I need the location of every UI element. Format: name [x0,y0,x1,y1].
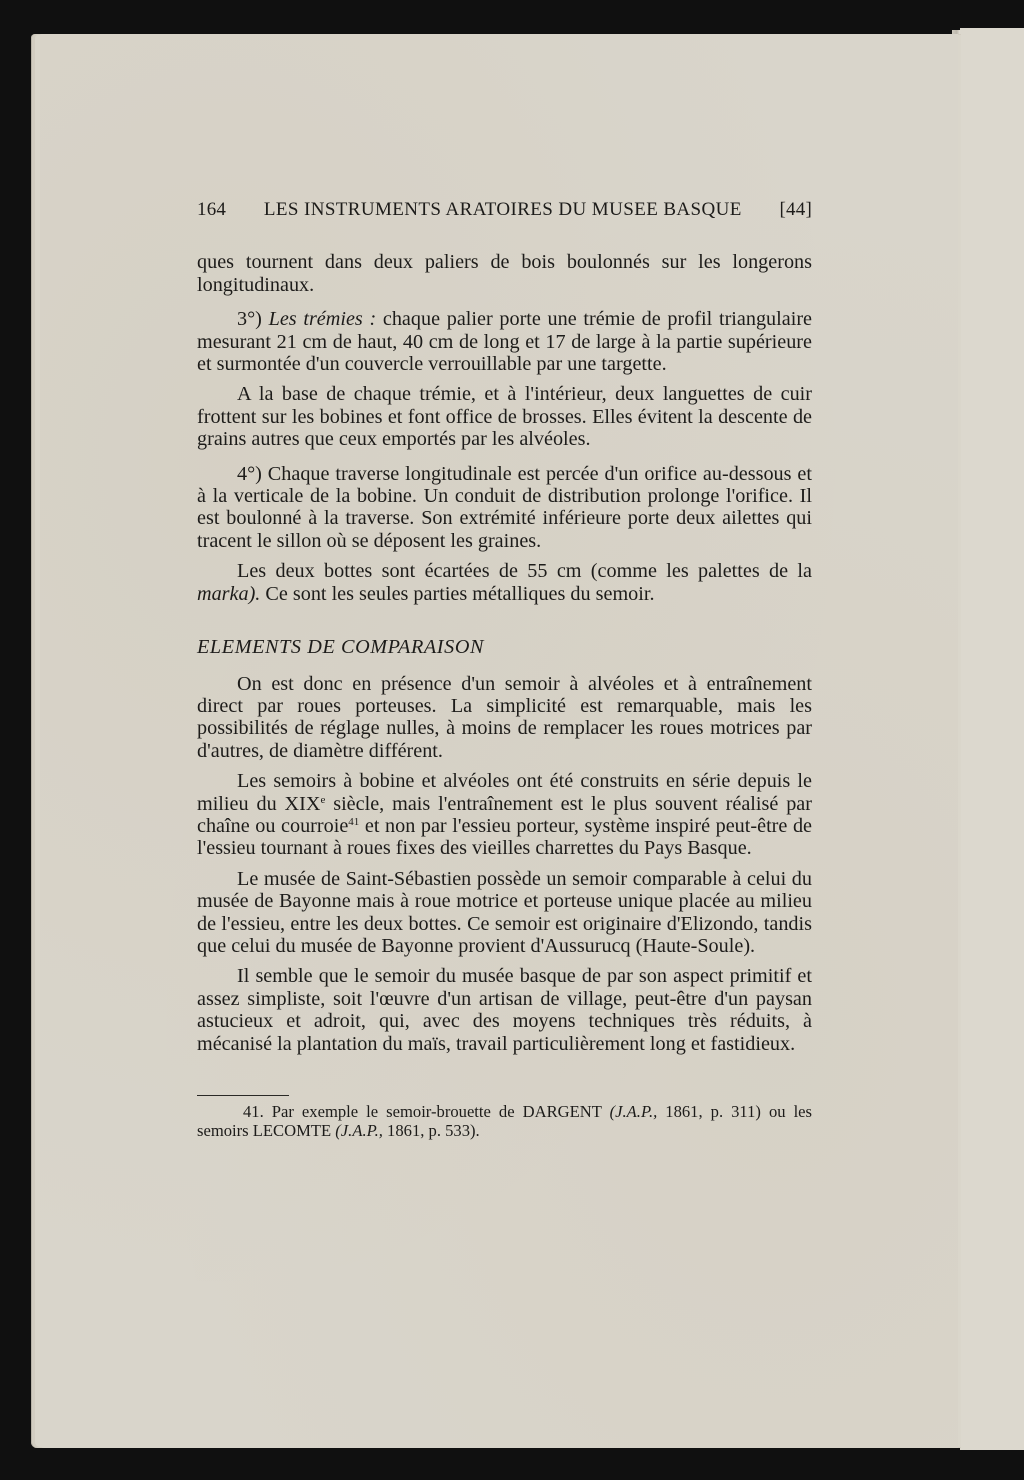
section-heading: ELEMENTS DE COMPARAISON [197,636,485,659]
paragraph-presence: On est donc en présence d'un semoir à alvéoles et à entraînement direct par roues porteuses. La simplicité est remarquable, mais les possibilités de réglage nulles, à moins de remplacer les roues motrices par d'autres, de diamètre différent. [197,672,812,762]
footnote-text: Par exemple le semoir-brouette de DARGENT [263,1102,610,1121]
page-content [197,199,812,1140]
list-number: 3°) [237,308,269,331]
superscript: e [320,793,326,806]
paragraph-languettes: A la base de chaque trémie, et à l'intérieur, deux languettes de cuir frottent sur les bobines et font office de brosses. Elles évitent la descente de grains autres que ceux emportés par les alvéoles. [197,383,812,451]
footnote-text: 1861, p. 311) ou les semoirs LECOMTE [197,1102,813,1140]
footnote-italic: (J.A.P., [335,1120,383,1140]
paragraph-text: Les deux bottes sont écartées de 55 cm (comme les palettes de la [237,560,812,583]
running-head [197,199,812,221]
paragraph-tremies [197,308,812,375]
paragraph-bottes [197,560,812,605]
footnote-41 [197,1103,812,1140]
paragraph-text: Les semoirs à bobine et alvéoles ont été construits en série depuis le milieu du XIX [197,770,812,815]
footnote-reference[interactable]: 41 [348,815,360,828]
paragraph-saint-sebastien: Le musée de Saint-Sébastien possède un semoir comparable à celui du musée de Bayonne mais à roue motrice et porteuse unique placée au milieu de l'essieu, entre les deux bottes. Ce semoir est originaire d'Elizondo, tandis que celui du musée de Bayonne provient d'Aussurucq (Haute-Soule). [197,867,812,957]
paragraph-text: chaque palier porte une trémie de profil triangulaire mesurant 21 cm de haut, 40 cm de long et 17 de large à la partie supérieure et surmontée d'un couvercle verrouillable par une targette. [197,308,812,376]
facing-page-edge [960,28,1024,1450]
italic-term: Les trémies : [268,308,377,331]
paragraph-text: siècle, mais l'entraînement est le plus souvent réalisé par chaîne ou courroie [197,792,812,837]
paragraph-traverse: 4°) Chaque traverse longitudinale est percée d'un orifice au-dessous et à la verticale de la bobine. Un conduit de distribution prolonge l'orifice. Il est boulonné à la traverse. Son extrémité inférieure porte deux ailettes qui tracent le sillon où se déposent les graines. [197,462,812,552]
paragraph-semoirs-bobine [197,770,812,860]
section-number: [44] [779,199,812,220]
running-title: LES INSTRUMENTS ARATOIRES DU MUSEE BASQUE [263,199,742,220]
page-number: 164 [197,199,227,220]
footnote-text: 1861, p. 533). [382,1120,480,1140]
footnote-italic: (J.A.P., [609,1102,658,1121]
paragraph-conclusion: Il semble que le semoir du musée basque de par son aspect primitif et assez simpliste, soit l'œuvre d'un artisan de village, peut-être d'un paysan astucieux et adroit, qui, avec des moyens techniques très réduits, à mécanisé la plantation du maïs, travail particulièrement long et fastidieux. [197,965,812,1055]
paragraph-continuation: ques tournent dans deux paliers de bois boulonnés sur les longerons longitudinaux. [197,251,812,296]
paragraph-text: Ce sont les seules parties métalliques du semoir. [260,582,655,605]
footnote-number: 41. [243,1102,264,1121]
footnote-divider [197,1095,289,1096]
italic-term: marka). [197,582,261,605]
footnote [197,1103,812,1140]
paragraph-text: et non par l'essieu porteur, système inspiré peut-être de l'essieu tournant à roues fixes des vieilles charrettes du Pays Basque. [197,814,812,860]
